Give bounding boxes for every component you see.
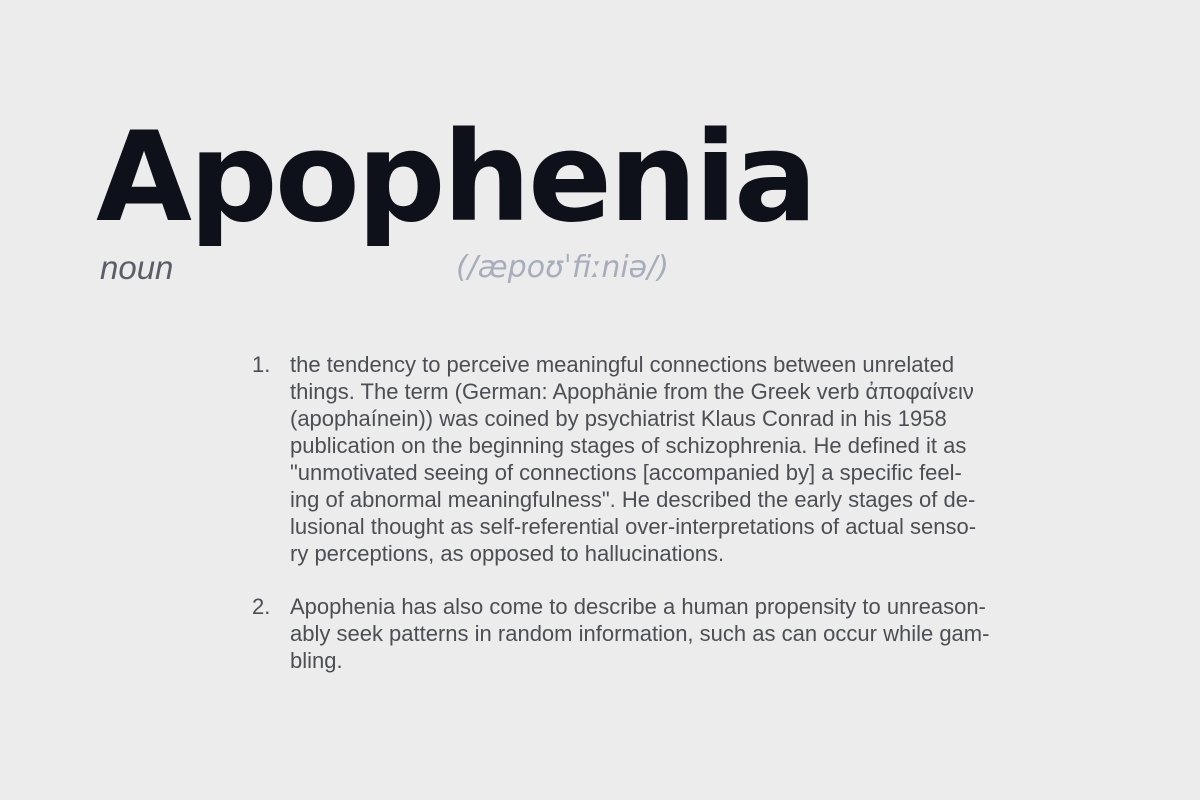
definition-line: ing of abnormal meaningfulness". He described the early stages of de- [290,487,976,512]
definition-text [290,593,1112,674]
definition-line: "unmotivated seeing of connections [accompanied by] a specific feel- [290,460,962,485]
definition-line: ry perceptions, as opposed to hallucinations. [290,541,725,566]
definition-line: lusional thought as self-referential over-interpretations of actual senso- [290,514,977,539]
definition-item-1 [252,351,1112,567]
definition-item-2 [252,593,1112,674]
definition-text [290,351,1112,567]
part-of-speech: noun [100,249,174,286]
headword: Apophenia [96,106,815,250]
definition-line: things. The term (German: Apophänie from the Greek verb ἀποφαίνειν [290,379,974,404]
definition-number: 2. [252,594,271,619]
definition-number: 1. [252,352,271,377]
definition-line: (apophaínein)) was coined by psychiatrist Klaus Conrad in his 1958 [290,406,947,431]
definition-line: bling. [290,648,343,673]
definition-line: Apophenia has also come to describe a human propensity to unreason- [290,594,986,619]
definition-line: ably seek patterns in random information, such as can occur while gam- [290,621,990,646]
definition-line: the tendency to perceive meaningful connections between unrelated [290,352,955,377]
definition-line: publication on the beginning stages of schizophrenia. He defined it as [290,433,967,458]
pronunciation: (/æpoʊˈfiːniə/) [456,250,669,285]
definition-list [252,351,1112,700]
